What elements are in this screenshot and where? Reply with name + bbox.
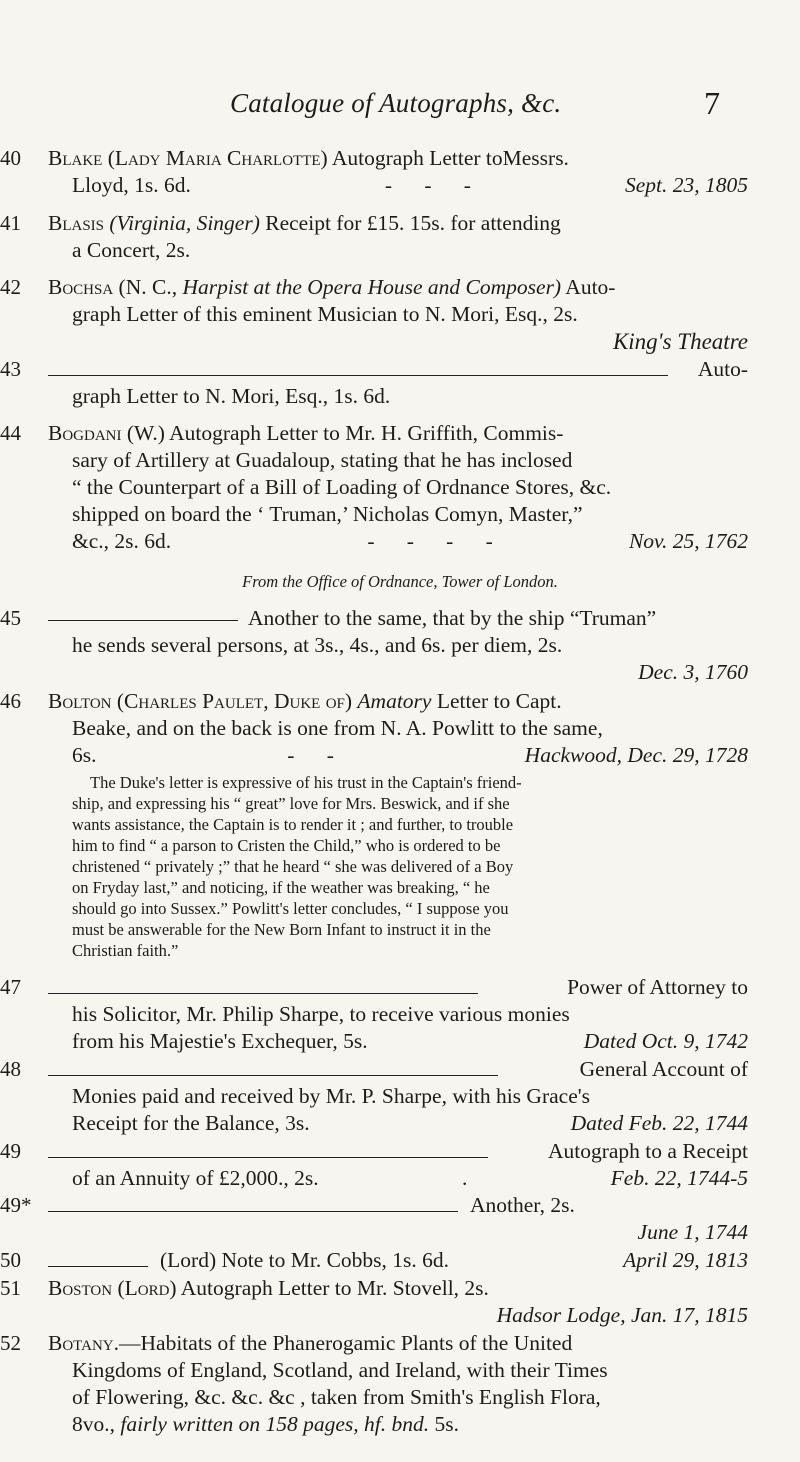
entry-date: June 1, 1744 (637, 1220, 748, 1244)
entry-description: Receipt for £15. 15s. for attending (265, 211, 561, 235)
entry-date: Dec. 3, 1760 (638, 660, 748, 684)
lot-number: 49 (0, 1139, 21, 1163)
note-line: on Fryday last,” and noticing, if the weather was breaking, “ he (72, 878, 490, 897)
lot-number: 49* (0, 1193, 32, 1217)
entry-date: Nov. 25, 1762 (628, 529, 748, 553)
lot-number: 52 (0, 1331, 21, 1355)
ditto-rule (48, 1075, 498, 1076)
note-line: must be answerable for the New Born Infant to instruct it in the (72, 920, 491, 939)
entry-description: “ the Counterpart of a Bill of Loading of Ordnance Stores, &c. (72, 475, 612, 499)
entry-description: shipped on board the ‘ Truman,’ Nicholas Comyn, Master,” (72, 502, 583, 526)
lot-number: 41 (0, 211, 21, 235)
lot-number: 44 (0, 421, 21, 445)
note-line: Christian faith.” (72, 941, 179, 960)
entry-description: Auto- (565, 275, 616, 299)
page-header (0, 85, 800, 128)
catalogue-entry (0, 356, 748, 410)
entry-description: Monies paid and received by Mr. P. Sharpe, with his Grace's (72, 1084, 590, 1108)
entry-description: of Flowering, &c. &c. &c , taken from Smith's English Flora, (72, 1385, 601, 1409)
entry-description: Lloyd, 1s. 6d. (72, 173, 191, 197)
entry-description: Receipt for the Balance, 3s. (72, 1111, 310, 1135)
catalogue-entry (0, 1056, 748, 1137)
entry-caption: From the Office of Ordnance, Tower of London. (242, 572, 558, 591)
lot-number: 51 (0, 1276, 21, 1300)
entry-name: Botany. (48, 1331, 120, 1355)
catalogue-entry (0, 210, 748, 264)
entry-description: sary of Artillery at Guadaloup, stating that he has inclosed (72, 448, 573, 472)
entry-description: of an Annuity of £2,000., 2s. (72, 1166, 319, 1190)
entry-description: General Account of (579, 1057, 748, 1081)
entry-role: Harpist at the Opera House and Composer) (182, 275, 562, 299)
entry-description: 8vo., (72, 1412, 115, 1436)
entry-name: Bogdani (W.) (48, 421, 165, 445)
entry-name: Bochsa (N. C., (48, 275, 178, 299)
running-title: Catalogue of Autographs, &c. (230, 88, 562, 118)
entry-description: Autograph Letter to Mr. Stovell, 2s. (180, 1276, 489, 1300)
entry-date: Dated Oct. 9, 1742 (583, 1029, 748, 1053)
catalogue-entry: 49 Autograph to a Receipt of an Annuity of £2,000., 2s. . Feb. 22, 1744-5 (0, 1139, 748, 1190)
lot-number: 43 (0, 357, 21, 381)
entry-date: Hadsor Lodge, Jan. 17, 1815 (496, 1303, 748, 1327)
entry-role: Amatory (357, 689, 432, 713)
entry-description: Letter to Capt. (436, 689, 562, 713)
ditto-rule (48, 1157, 488, 1158)
note-line: christened “ privately ;” that he heard “ she was delivered of a Boy (72, 857, 514, 876)
note-line: him to find “ a parson to Cristen the Child,” who is ordered to be (72, 836, 501, 855)
entry-description: Autograph Letter toMessrs. (331, 146, 569, 170)
lot-number: 40 (0, 146, 21, 170)
catalogue-entry (0, 1330, 748, 1438)
entry-date: Hackwood, Dec. 29, 1728 (524, 743, 748, 767)
entry-description: 5s. (434, 1412, 460, 1436)
entry-description: &c., 2s. 6d. (72, 529, 172, 553)
catalogue-entry (0, 605, 748, 686)
lot-number: 50 (0, 1248, 21, 1272)
entry-description: (Lord) Note to Mr. Cobbs, 1s. 6d. (160, 1248, 450, 1272)
entry-description: Another to the same, that by the ship “Truman” (248, 606, 657, 630)
entry-name: Boston (Lord) (48, 1276, 177, 1300)
entry-description: fairly written on 158 pages, hf. bnd. (120, 1412, 430, 1436)
catalogue-entry (0, 1192, 748, 1246)
ditto-rule (48, 1266, 148, 1267)
entry-name: Blasis (48, 211, 105, 235)
entry-date: Sept. 23, 1805 (624, 173, 748, 197)
page-number: 7 (704, 85, 720, 121)
entry-name: Blake (Lady Maria Charlotte) (48, 146, 328, 170)
entry-date: Feb. 22, 1744-5 (610, 1166, 748, 1190)
entry-name: Bolton (Charles Paulet, Duke of) (48, 689, 353, 713)
entry-description: Another, 2s. (470, 1193, 575, 1217)
entry-description: Autograph to a Receipt (547, 1139, 748, 1163)
entry-description: he sends several persons, at 3s., 4s., and 6s. per diem, 2s. (72, 633, 563, 657)
ditto-rule (48, 1211, 458, 1212)
catalogue-entry: 46 Bolton (Charles Paulet, Duke of) Amatory Letter to Capt. Beake, and on the back is one from N. A. Powlitt to the same, 6s. - - Hackwood, Dec. 29, 1728 (0, 689, 748, 767)
entry-description: Autograph Letter to Mr. H. Griffith, Commis- (169, 421, 564, 445)
entry-date: Dated Feb. 22, 1744 (570, 1111, 748, 1135)
ditto-rule (48, 993, 478, 994)
catalogue-entry (0, 974, 748, 1055)
entry-place: King's Theatre (612, 329, 748, 354)
entry-description: from his Majestie's Exchequer, 5s. (72, 1029, 368, 1053)
catalogue-entry (0, 1275, 748, 1329)
entry-description: Kingdoms of England, Scotland, and Ireland, with their Times (72, 1358, 608, 1382)
catalogue-entry: 44 Bogdani (W.) Autograph Letter to Mr. H. Griffith, Commis- sary of Artillery at Guadaloup, stating that he has inclosed “ the Counterpart of a Bill of Loading of Ordnance Stores, &c. shipped on board the ‘ Truman,’ Nicholas Comyn, Master,” &c., 2s. 6d. - - - - Nov. 25, 1762 (0, 421, 748, 553)
entry-role: (Virginia, Singer) (109, 211, 260, 235)
lot-number: 48 (0, 1057, 21, 1081)
note-line: should go into Sussex.” Powlitt's letter concludes, “ I suppose you (72, 899, 509, 918)
entry-description: his Solicitor, Mr. Philip Sharpe, to receive various monies (72, 1002, 570, 1026)
entry-description: graph Letter to N. Mori, Esq., 1s. 6d. (72, 384, 391, 408)
entry-description: Beake, and on the back is one from N. A. Powlitt to the same, (72, 716, 603, 740)
entry-description: 6s. (72, 743, 97, 767)
entry-description: —Habitats of the Phanerogamic Plants of the United (119, 1331, 573, 1355)
entry-description: Auto- (697, 357, 748, 381)
entry-description: Power of Attorney to (567, 975, 748, 999)
lot-number: 42 (0, 275, 21, 299)
entry-description: graph Letter of this eminent Musician to N. Mori, Esq., 2s. (72, 302, 578, 326)
lot-number: 47 (0, 975, 21, 999)
entry-description: a Concert, 2s. (72, 238, 191, 262)
catalogue-entry: 40 Blake (Lady Maria Charlotte) Autograph Letter toMessrs. Lloyd, 1s. 6d. - - - Sept. 23, 1805 (0, 146, 748, 197)
lot-number: 46 (0, 689, 21, 713)
entry-date: April 29, 1813 (623, 1248, 748, 1272)
ditto-rule (48, 375, 668, 376)
entry-note (72, 772, 752, 961)
note-line: ship, and expressing his “ great” love for Mrs. Beswick, and if she (72, 794, 510, 813)
note-line: wants assistance, the Captain is to render it ; and further, to trouble (72, 815, 514, 834)
ditto-rule (48, 620, 238, 621)
catalogue-entry (0, 1247, 748, 1274)
note-line: The Duke's letter is expressive of his trust in the Captain's friend- (90, 773, 522, 792)
catalogue-entry (0, 274, 748, 355)
lot-number: 45 (0, 606, 21, 630)
